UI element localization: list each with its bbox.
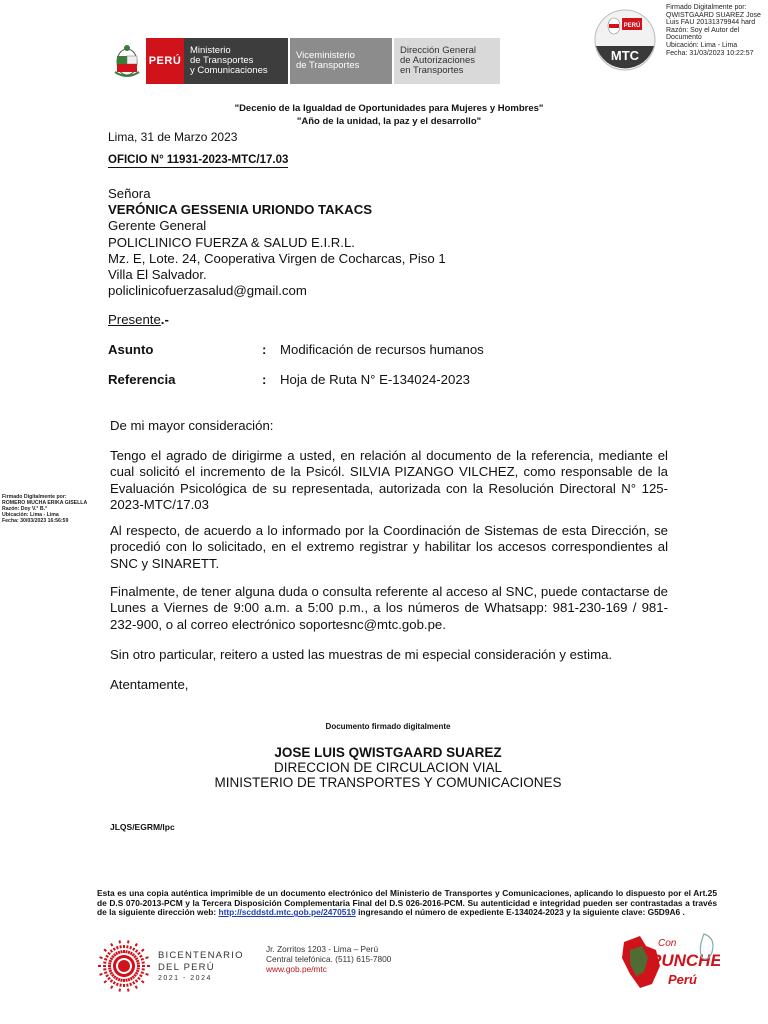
svg-text:Con: Con (658, 938, 677, 949)
header-banner (108, 38, 500, 84)
svg-text:Perú: Perú (668, 972, 697, 987)
recipient-company: POLICLINICO FUERZA & SALUD E.I.R.L. (108, 234, 355, 250)
asunto-row: Asunto : Modificación de recursos humanos (108, 342, 484, 357)
coat-of-arms-icon (108, 38, 146, 84)
bicentenario-text: BICENTENARIO DEL PERÚ 2021 - 2024 (158, 950, 244, 982)
paragraph-closing: Sin otro particular, reitero a usted las muestras de mi especial consideración y estima. (110, 647, 613, 662)
referencia-label: Referencia (108, 372, 176, 387)
website-link[interactable]: www.gob.pe/mtc (266, 964, 327, 974)
digital-note: Documento firmado digitalmente (325, 722, 451, 731)
verification-link[interactable]: http://scddstd.mtc.gob.pe/2470519 (218, 907, 356, 918)
signer-office: DIRECCION DE CIRCULACION VIAL (273, 760, 503, 776)
ministerio-block: Ministerio de Transportes y Comunicaciones (184, 38, 288, 84)
presente-line: Presente.- (108, 312, 169, 327)
viceministerio-block: Viceministerio de Transportes (288, 38, 392, 84)
oficio-number: OFICIO N° 11931-2023-MTC/17.03 (108, 154, 289, 166)
recipient-name: VERÓNICA GESSENIA URIONDO TAKACS (108, 202, 373, 218)
recipient-address: Mz. E, Lote. 24, Cooperativa Virgen de Cocharcas, Piso 1 (108, 250, 446, 266)
digital-signature-top: Firmado Digitalmente por: QWISTGAARD SUAREZ Jose Luis FAU 20131379944 hard Razón: Soy el Autor del Documento Ubicación: Lima - Lima Fecha: 31/03/2023 10:22:57 (666, 4, 761, 57)
paragraph-response: Al respecto, de acuerdo a lo informado por la Coordinación de Sistemas de esta Dirección, se procedió con lo solicitado, en el extremo registrar y habilitar los accesos correspondientes al SNC y SINARETT. (110, 523, 668, 571)
signer-ministry: MINISTERIO DE TRANSPORTES Y COMUNICACIONES (214, 775, 562, 791)
initials: JLQS/EGRM/lpc (110, 822, 175, 832)
paragraph-atentamente: Atentamente, (110, 677, 189, 692)
letter-date: Lima, 31 de Marzo 2023 (108, 130, 238, 144)
con-punche-peru-logo-icon (616, 928, 720, 996)
digital-signature-left: Firmado Digitalmente por: ROMERO MUCHA ERIKA GISELLA Razón: Doy V.° B.° Ubicación: Lima - Lima Fecha: 30/03/2023 16:56:59 (2, 494, 88, 524)
contact-info: Jr. Zorritos 1203 - Lima – Perú Central telefónica. (511) 615-7800 www.gob.pe/mtc (266, 944, 392, 974)
paragraph-contact: Finalmente, de tener alguna duda o consulta referente al acceso al SNC, puede contactarse de Lunes a Viernes de 9:00 a.m. a 5:00 p.m., a los números de Whatsapp: 981-230-169 / 981-232-900, o al correo electrónico soportesnc@mtc.gob.pe. (110, 584, 668, 632)
footer-note: Esta es una copia auténtica imprimible de un documento electrónico del Ministerio de Transportes y Comunicaciones, aplicando lo dispuesto por el Art.25 de D.S 070-2013-PCM y la Tercera Disposición Complementaria Final del D.S 026-2016-PCM. Su autenticidad e integridad pueden ser contrastadas a través de la siguiente dirección web: http://scddstd.mtc.gob.pe/2470519 ingresando el número de expediente E-134024-2023 y la siguiente clave: G5D9A6 . (97, 888, 717, 918)
signer-block (0, 745, 768, 791)
direccion-block: Dirección General de Autorizaciones en Transportes (392, 38, 500, 84)
svg-text:PERÚ: PERÚ (623, 23, 641, 29)
salutation: Señora (108, 186, 151, 201)
mtc-seal-icon (590, 8, 660, 72)
paragraph-greeting: De mi mayor consideración: (110, 418, 274, 433)
recipient-district: Villa El Salvador. (108, 267, 207, 283)
svg-text:PUNCHE: PUNCHE (650, 951, 720, 970)
signer-name: JOSE LUIS QWISTGAARD SUAREZ (274, 745, 502, 760)
asunto-value: Modificación de recursos humanos (280, 342, 484, 357)
recipient-email: policlinicofuerzasalud@gmail.com (108, 283, 307, 299)
decenio-heading: "Decenio de la Igualdad de Oportunidades para Mujeres y Hombres" "Año de la unidad, la paz y el desarrollo" (234, 103, 544, 127)
recipient-title: Gerente General (108, 218, 207, 234)
referencia-row: Referencia : Hoja de Ruta N° E-134024-2023 (108, 372, 471, 387)
referencia-value: Hoja de Ruta N° E-134024-2023 (280, 372, 471, 387)
asunto-label: Asunto (108, 342, 154, 357)
recipient-block (108, 186, 446, 299)
paragraph-request: Tengo el agrado de dirigirme a usted, en relación al documento de la referencia, mediante el cual solicitó el incremento de la Psicól. SILVIA PIZANGO VILCHEZ, como responsable de la Evaluación Psicológica de su representada, autorizada con la Resolución Directoral N° 125-2023-MTC/17.03 (110, 448, 668, 512)
peru-logo: PERÚ (146, 38, 184, 84)
svg-text:MTC: MTC (610, 48, 640, 63)
